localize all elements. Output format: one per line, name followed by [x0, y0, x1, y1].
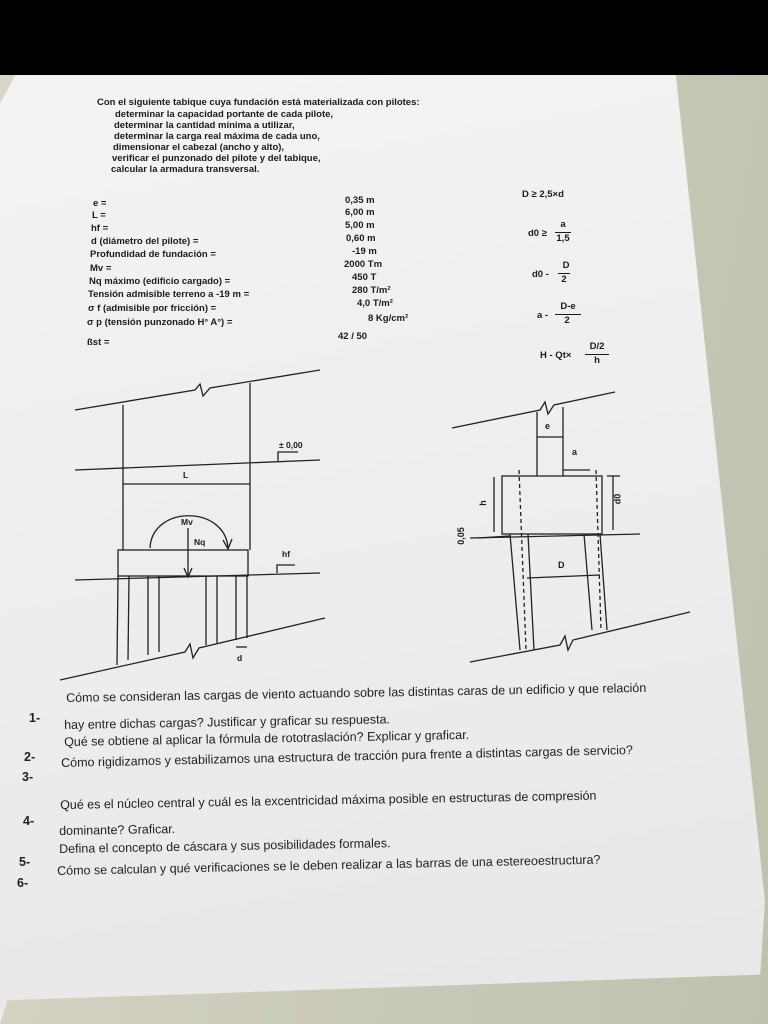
data-label-L: L = [92, 210, 106, 221]
right-D-label: D [558, 560, 565, 570]
formula-d0-a-num: a [560, 219, 566, 230]
formula-H-left: H - Qt× [540, 350, 572, 361]
data-value-L: 6,00 m [345, 207, 375, 218]
data-label-Mv: Mv = [90, 263, 112, 274]
data-value-tension: 280 T/m² [352, 285, 391, 296]
formula-D: D ≥ 2,5×d [522, 189, 564, 200]
question-1-line-1: Cómo se consideran las cargas de viento actuando sobre las distintas caras de un edificio y que relación [66, 680, 647, 705]
data-value-bst: 42 / 50 [338, 331, 368, 342]
formula-H-num: D/2 [589, 341, 605, 352]
task-1: determinar la capacidad portante de cada pilote, [115, 109, 334, 120]
formula-H-den: h [594, 355, 600, 366]
left-Mv-label: Mv [181, 517, 193, 527]
right-d0-label: d0 [612, 493, 623, 505]
task-4: dimensionar el cabezal (ancho y alto), [113, 142, 285, 153]
data-value-Mv: 2000 Tm [344, 259, 383, 270]
formula-a [537, 302, 617, 332]
formula-d0-D [532, 261, 612, 291]
right-offset-label: 0,05 [455, 527, 466, 545]
question-4-line-2: dominante? Graficar. [59, 821, 176, 838]
right-h-label: h [477, 500, 488, 506]
right-e-label: e [545, 421, 551, 431]
question-5-line-1: Defina el concepto de cáscara y sus posibilidades formales. [59, 836, 391, 856]
formula-a-den: 2 [564, 315, 570, 326]
question-3-line-1: Cómo rigidizamos y estabilizamos una estructura de tracción pura frente a distintas cargas de servicio? [61, 743, 633, 770]
data-value-d: 0,60 m [346, 233, 376, 244]
formula-a-num: D-e [560, 301, 576, 312]
formula-d0-a-den: 1,5 [556, 233, 570, 244]
question-5-number: 5- [19, 855, 31, 869]
left-d-label: d [237, 653, 243, 663]
data-value-sigma-p: 8 Kg/cm² [368, 313, 409, 324]
data-label-Nq: Nq máximo (edificio cargado) = [89, 276, 231, 287]
task-5: verificar el punzonado del pilote y del tabique, [112, 153, 321, 164]
task-6: calcular la armadura transversal. [111, 164, 260, 175]
question-4-number: 4- [23, 814, 35, 828]
data-value-sigma-f: 4,0 T/m² [357, 298, 393, 309]
data-label-e: e = [93, 198, 107, 209]
paper-sheet [0, 75, 768, 1024]
data-value-e: 0,35 m [345, 195, 375, 206]
left-Nq-label: Nq [194, 537, 206, 547]
data-label-d: d (diámetro del pilote) = [91, 236, 199, 247]
data-label-sigma-p: σ p (tensión punzonado H° A°) = [87, 317, 233, 328]
data-label-bst: ßst = [87, 337, 110, 348]
intro-statement: Con el siguiente tabique cuya fundación está materializada con pilotes: [97, 97, 420, 108]
left-level-label: ± 0,00 [279, 440, 303, 450]
formula-H [540, 342, 630, 372]
task-3: determinar la carga real máxima de cada uno, [114, 131, 320, 142]
data-label-hf: hf = [91, 223, 109, 234]
left-hf-label: hf [282, 549, 291, 559]
data-label-sigma-f: σ f (admisible por fricción) = [88, 303, 217, 314]
question-1-line-2: hay entre dichas cargas? Justificar y graficar su respuesta. [64, 712, 391, 732]
formula-d0-D-den: 2 [561, 274, 567, 285]
question-2-line-1: Qué se obtiene al aplicar la fórmula de rototraslación? Explicar y graficar. [64, 727, 470, 749]
data-value-hf: 5,00 m [345, 220, 375, 231]
left-L-label: L [183, 470, 189, 480]
formula-d0-a [528, 220, 608, 250]
question-1-number: 1- [29, 711, 41, 725]
question-3-number: 3- [22, 770, 34, 784]
data-label-tension: Tensión admisible terreno a -19 m = [88, 289, 250, 300]
data-value-depth: -19 m [352, 246, 377, 257]
question-6-line-1: Cómo se calculan y qué verificaciones se le deben realizar a las barras de una estereoestructura? [57, 852, 601, 878]
question-6-number: 6- [17, 876, 29, 890]
top-black-bar [0, 0, 768, 75]
data-label-depth: Profundidad de fundación = [90, 249, 216, 260]
formula-d0-D-num: D [562, 260, 570, 271]
data-value-Nq: 450 T [352, 272, 377, 283]
right-a-label: a [572, 447, 578, 457]
task-2: determinar la cantidad mínima a utilizar, [114, 120, 295, 131]
question-4-line-1: Qué es el núcleo central y cuál es la excentricidad máxima posible en estructuras de compresión [60, 788, 597, 812]
question-2-number: 2- [24, 750, 36, 764]
formula-a-left: a - [537, 310, 549, 321]
formula-d0-D-left: d0 - [532, 269, 549, 280]
formula-d0-a-left: d0 ≥ [528, 228, 547, 239]
